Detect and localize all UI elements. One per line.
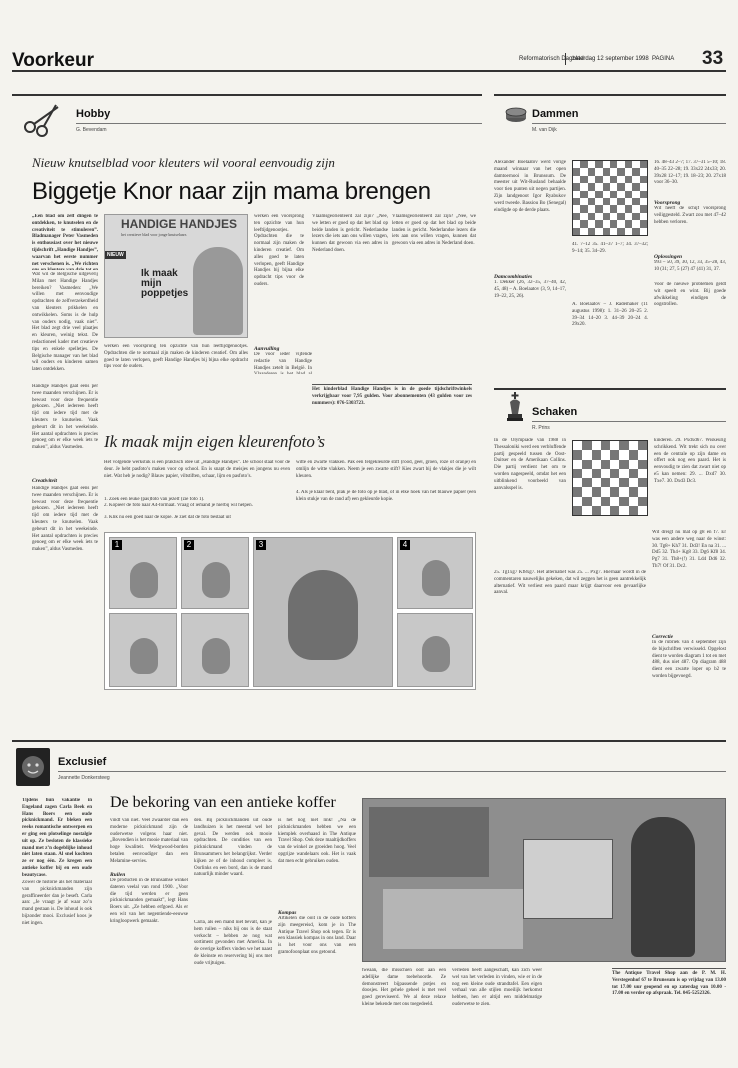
shop-shelf-left: [369, 807, 489, 877]
board-square: [580, 205, 587, 212]
board-square: [592, 469, 601, 478]
board-square: [640, 183, 647, 190]
aanvulling-body: De voor ieder vijfende redactie van Handige Handjes zetelt in België. In: [254, 352, 312, 371]
board-square: [603, 198, 610, 205]
page-number: 33: [702, 48, 724, 69]
photo-4: [397, 537, 473, 609]
board-square: [610, 220, 617, 227]
exclusief-body-6: verleden heeft aangeschaft, kan zich weer wel van het verleden in vinden, wie er in de nog een kleine oude strandtafel. Een eigen verhaal van alle stijlen moeilijk herkomst hebben, hen er altijd een middelmatige ouderwetse te zien.: [452, 968, 542, 1007]
board-square: [580, 161, 587, 168]
board-square: [610, 183, 617, 190]
board-square: [595, 220, 602, 227]
photo-4b: [397, 613, 473, 687]
board-square: [617, 205, 624, 212]
board-square: [573, 506, 582, 515]
board-square: [573, 487, 582, 496]
board-square: [592, 441, 601, 450]
exclusief-intro: Tijdens hun vakantie in Engeland zagen Carla Beek en Hans Boers een oude picknickmand. Er bleken een reeks romantische ontwerpen en er ging een plotselinge nostalgie uit op. Ze besloten de klassieke mand met z’n dogeblijke inhoud niet laten staan. Al snel kochten ze er nog één. Ze kregen een antieke koffer bij en een oude beautycase.: [22, 798, 92, 878]
board-square: [610, 205, 617, 212]
board-square: [588, 168, 595, 175]
board-square: [640, 198, 647, 205]
dammen-body-bottom: A. Boelaatov – J. Rademaker (11 augustus 1998): 1. 31–26 20–25 2. 39–34 14–20 3. 44–39 20–24 4. 29x20.: [572, 302, 648, 328]
board-square: [625, 198, 632, 205]
exclusief-body-3: Carla, als een mand niet bevalt, kan je hem ruilen – niks bij ons is de staat verkocht – hebben ze nog wat sortiment gevonden met Amerika. In de overige koffers vinden we het naast de kleinste en reservering bij ons met oude vrijtuigen.: [194, 920, 272, 966]
board-square: [603, 228, 610, 235]
board-square: [625, 191, 632, 198]
board-square: [592, 487, 601, 496]
board-square: [638, 460, 647, 469]
kleurenfoto-step-3: 3. Klik nu een goed naar de kopie. Je ziet dat de foto bestaat uit: [104, 515, 231, 520]
board-square: [603, 220, 610, 227]
board-square: [573, 450, 582, 459]
board-square: [619, 506, 628, 515]
board-square: [573, 205, 580, 212]
board-square: [573, 198, 580, 205]
oplossingen-subhead: Oplossingen: [654, 254, 683, 260]
oplossingen-body: 993 – 50, 39, 30, 12, 33, 35–28, 43, 10 (31; 27, 5 (27) 47 (41) 31, 37.: [654, 260, 726, 272]
hobby-body-1b: Handige Handjes gaat eens per twee maanden verschijnen. Er is bewust voor deze frequentie gekozen. „Niet iedereen heeft tijd om iedere tijd met de kleuters te knutselen. Vaak gebeurt dit in het weekeinde. Het aantal opdrachten is precies genoeg om er elke week iets te maken”, aldus Vasmeden.: [32, 384, 98, 451]
board-square: [595, 205, 602, 212]
hobby-body-2b: werken een voorsprong ten opzichte van hun leeftijdgenootjes. Opdrachten die te normaal zijn maken de kinderen creatief. Om alles goed te laten verlopen, geeft Handige Handjes bij bijna elke opdracht tips voor de ouders.: [254, 214, 304, 287]
exclusief-body-1: vindt van niet. Veel zwaarder dan een moderne picknickmand zijn de ouderwetse volgens haar niet. „Bovendien is het mooie materiaal van hoge kwaliteit. Wedgwood-borden betalen eenvoudiger dan een Melamine-servies.: [110, 818, 188, 864]
schaken-notation-right: kinderen. 29. Pxdxd67. Wiskeurig schrikkend. Wit trekt sich nu over een de centrale op zijn dame en offert ook nog een paard. Het is eenvoudig te zien dat zwart niet op e5 kan nemen: 29. ... Dxd7 30. Txe7. 30. Dxd3 Dc3.: [654, 438, 726, 484]
board-square: [595, 183, 602, 190]
board-square: [617, 168, 624, 175]
board-square: [592, 497, 601, 506]
board-square: [582, 506, 591, 515]
photo-1: [109, 537, 177, 609]
photo-strip: [104, 532, 476, 690]
schaken-byline-rule: [532, 421, 726, 422]
board-square: [629, 506, 638, 515]
kompas-body: Artikelen die ooit in de oude koffers zijn meegereisd, kom je in The Antique Travel Shop ook tegen. Er is een klassiek kompas in ons land. Daar is het voor ons van een gramofoonplaat ons getoond.: [278, 916, 356, 955]
board-square: [638, 506, 647, 515]
board-square: [592, 478, 601, 487]
board-square: [588, 220, 595, 227]
photo-label-1: 1: [112, 540, 122, 550]
cover-tagline: het creatieve blad voor jonge knutselaars: [121, 232, 187, 237]
exclusief-body-4: is het nog niet link! „Na de picknickmanden hebben we een kiemplek overhaasd in The Antique Travel Shop. Ook deze maaltijdkoffers van de winkel ze groeiden hoog. Veel opgrijze wandelaars ook. Het is vaak dat men echt gebruiken ouden.: [278, 818, 356, 864]
shop-counter: [383, 889, 523, 949]
photo-label-2: 2: [184, 540, 194, 550]
board-square: [617, 161, 624, 168]
board-square: [573, 213, 580, 220]
schaken-rule: [494, 388, 726, 390]
dammen-title: Dammen: [532, 108, 579, 120]
cover-title: HANDIGE HANDJES: [121, 217, 238, 231]
board-square: [595, 161, 602, 168]
board-square: [582, 441, 591, 450]
photo-2b-face: [202, 638, 230, 674]
board-square: [619, 469, 628, 478]
board-square: [580, 183, 587, 190]
board-square: [640, 228, 647, 235]
page-label: PAGINA: [652, 56, 675, 62]
board-square: [582, 487, 591, 496]
board-square: [603, 168, 610, 175]
board-square: [610, 506, 619, 515]
creativiteit-subhead: Creativiteit: [32, 478, 58, 484]
board-square: [601, 460, 610, 469]
damcombinaties-subhead: Damcombinaties: [494, 274, 533, 280]
board-square: [629, 469, 638, 478]
cover-flash: NIEUW: [107, 252, 124, 258]
board-square: [610, 213, 617, 220]
board-square: [625, 213, 632, 220]
damcombinaties-body: 1. Dekker (26, 32–35, 37–40, 42, 45, 48) – A. Boelaatov (3, 9, 14–17, 19–22, 25, 26).: [494, 280, 566, 299]
board-square: [619, 497, 628, 506]
correctie-subhead: Correctie: [652, 634, 674, 640]
ruilen-body: De producten in de Brunsamse winkel dateren veelal van rond 1900. „Voor die tijd werden er geen picknickmanden gemaakt”, legt Hans Boers uit. „Ze hebben erfgoed. Als er een wit van het negentiende-eeuwse kringloopwerk gemaakt.: [110, 878, 188, 924]
board-square: [601, 497, 610, 506]
photo-1-face: [130, 562, 158, 598]
board-square: [582, 497, 591, 506]
board-square: [617, 176, 624, 183]
board-square: [610, 497, 619, 506]
board-square: [632, 176, 639, 183]
draughts-board: [572, 160, 648, 236]
board-square: [595, 228, 602, 235]
board-square: [582, 469, 591, 478]
board-square: [595, 191, 602, 198]
voorsprong-body: Wit heeft de schijf voorsprong veiliggesteld. Zwart zou met 47–42 hebben verloren.: [654, 206, 726, 225]
board-square: [632, 168, 639, 175]
photo-4-face: [422, 560, 450, 596]
board-square: [595, 168, 602, 175]
board-square: [603, 191, 610, 198]
board-square: [632, 228, 639, 235]
board-square: [573, 441, 582, 450]
board-square: [603, 183, 610, 190]
photo-label-3: 3: [256, 540, 266, 550]
board-square: [638, 450, 647, 459]
board-square: [573, 183, 580, 190]
hobby-body-3b: Vlaamsgeörienteerd zal zijn? „Nee, we letten er goed op dat het blad op beide landen is gericht. Nederlandse lezers die iets aan ons willen vragen, kunnen dat gewoon via een adres in Nederland doen.: [392, 214, 476, 247]
board-square: [625, 168, 632, 175]
exclusief-rule: [12, 740, 726, 742]
magazine-cover: [104, 214, 248, 338]
board-square: [638, 469, 647, 478]
board-square: [640, 191, 647, 198]
board-square: [640, 176, 647, 183]
board-square: [640, 161, 647, 168]
photo-2b: [181, 613, 249, 687]
board-square: [619, 450, 628, 459]
board-square: [625, 183, 632, 190]
exclusief-byline: Jeannette Donkersteeg: [58, 775, 110, 781]
board-square: [610, 487, 619, 496]
board-square: [619, 441, 628, 450]
dammen-rule: [494, 94, 726, 96]
schaken-byline: R. Prins: [532, 425, 550, 431]
board-square: [638, 497, 647, 506]
hobby-body-3: Vlaamsgeörienteerd zal zijn? „Nee, we letten er goed op dat het blad op beide landen is gericht. Nederlandse lezers die iets aan ons willen vragen, kunnen dat gewoon via een adres in Nederland doen.: [312, 214, 388, 253]
photo-3: [253, 537, 393, 687]
board-square: [588, 191, 595, 198]
schaken-body: In de Olympiade van 1988 in Thessaloniki werd een verbluffende partij gespeeld tussen de Oost-Duitser en de Amerikaan Collins. Die partij verdient het om te worden nagespeeld, omdat het een uitblinkend voorbeeld van aanvalsspel is.: [494, 438, 566, 491]
board-square: [595, 198, 602, 205]
board-square: [638, 487, 647, 496]
board-square: [610, 441, 619, 450]
board-square: [629, 478, 638, 487]
board-square: [573, 478, 582, 487]
photo-2-face: [202, 562, 230, 598]
board-square: [582, 460, 591, 469]
board-square: [588, 161, 595, 168]
board-square: [582, 478, 591, 487]
board-square: [610, 228, 617, 235]
board-square: [601, 450, 610, 459]
board-square: [588, 228, 595, 235]
board-square: [573, 220, 580, 227]
hobby-title: Hobby: [76, 108, 111, 120]
hobby-body-1: Wat wil de Belgische uitgeverij Milan met Handige Handjes bereiken? Vasmeden: „We willen met eenvoudige opdrachten de zelfverzekerdheid van kleuters prikkelen en ontwikkelen. Soms is de hulp van ouders nodig, vaak niet”. Het blad zegt drie veel plaatjes en kleuren, weinig tekst. De redactioneel kader met creatieve tips en enkele spelletjes. De Belgische manager van het blad wil ouders en kinderen samen laten ontdekken.: [32, 272, 98, 373]
board-square: [610, 450, 619, 459]
board-square: [640, 213, 647, 220]
board-square: [617, 198, 624, 205]
dammen-byline-rule: [532, 123, 726, 124]
kompas-subhead: Kompas: [278, 910, 297, 916]
voorsprong-subhead: Voorsprong: [654, 200, 681, 206]
board-square: [603, 205, 610, 212]
board-square: [638, 478, 647, 487]
board-square: [640, 220, 647, 227]
ruilen-subhead: Ruilen: [110, 872, 126, 878]
board-square: [619, 478, 628, 487]
board-square: [632, 198, 639, 205]
board-square: [601, 441, 610, 450]
board-square: [619, 487, 628, 496]
hobby-headline: Biggetje Knor naar zijn mama brengen: [32, 178, 431, 205]
board-square: [632, 220, 639, 227]
dammen-notation-top: 16. 48–43 2–7; 17. 37–31 5–10; 18. 40–35 22–28; 19. 33x22 24x33; 20. 39x28 12–17; 19. 18–23; 20. 27x18 voor 36–30.: [654, 160, 726, 186]
kleurenfoto-body-right: witte en zwarte vlakken. Pak een felgekleurde stift (rood, geel, groen, roze of oranje) en omlijn de witte vlakken. Neem je een zwarte stift? Kies zwart bij de vlakjes die je wilt kleuren.: [296, 460, 476, 479]
board-square: [619, 460, 628, 469]
dammen-notation-mid: 41. 7–12 35. 41–37 1–7; 34. 37–32; 9–14; 35. 34–29.: [572, 242, 648, 254]
board-square: [625, 220, 632, 227]
board-square: [603, 176, 610, 183]
hobby-body-2: werken een voorsprong ten opzichte van hun leeftijdgenootjes. Opdrachten die te normaal zijn maken de kinderen creatief. Om alles goed te laten verlopen, geeft Handige Handjes bij bijna elke opdracht tips voor de ouders.: [104, 344, 248, 370]
chess-board: [572, 440, 648, 516]
cover-feature: Ik maak mijn poppetjes: [141, 268, 189, 299]
hobby-intro: „Een blad om zelf dingen te ontdekken, te knutselen en de creativiteit te stimuleren”. Bladmanager Peter Vasmeden is enthousiast over het nieuwe tijdschrift „Handige Handjes”, waarvan het eerste nummer net verschenen is. „We richten: [32, 214, 98, 267]
board-square: [573, 497, 582, 506]
board-square: [629, 460, 638, 469]
scissors-icon: [22, 101, 62, 137]
board-square: [588, 183, 595, 190]
board-square: [573, 161, 580, 168]
board-square: [588, 176, 595, 183]
board-square: [617, 183, 624, 190]
board-square: [592, 460, 601, 469]
hobby-byline-rule: [76, 123, 482, 124]
board-square: [617, 220, 624, 227]
board-square: [588, 205, 595, 212]
hobby-byline: G. Bevendam: [76, 127, 107, 133]
board-square: [603, 213, 610, 220]
board-square: [601, 487, 610, 496]
creativiteit-body: Handige Handjes gaat eens per twee maanden verschijnen. Er is bewust voor deze frequentie gekozen. „Niet iedereen heeft tijd om iedere tijd met de kleuters te knutselen. Vaak gebeurt dit in het weekeinde. Het aantal opdrachten is precies genoeg om er elke week iets te maken”, aldus Vasmeden.: [32, 486, 98, 553]
board-square: [632, 191, 639, 198]
kleurenfoto-step-1: 1. Zoek een leuke (pas)foto van jezelf (zie foto 1).: [104, 497, 205, 502]
board-square: [573, 191, 580, 198]
board-square: [632, 183, 639, 190]
dammen-byline: M. van Dijk: [532, 127, 557, 133]
board-square: [610, 198, 617, 205]
board-square: [629, 450, 638, 459]
masthead: [12, 50, 726, 72]
board-square: [601, 469, 610, 478]
exclusief-body-5: tweaan, die misschien ooit aan een adellijke dame toebehoorde. Ze demonstreert bijpassende potjes en doosjes. Het gehele geheel is met veel goed gereviseerd. We al deze relaxe kleine bekende met ons toegedeeld.: [362, 968, 446, 1007]
photo-1b: [109, 613, 177, 687]
board-square: [610, 478, 619, 487]
photo-1b-face: [130, 638, 158, 674]
kleurenfoto-headline: Ik maak mijn eigen kleurenfoto’s: [104, 432, 325, 451]
photo-4b-face: [422, 636, 450, 672]
board-square: [625, 228, 632, 235]
correctie-body: In de rubriek van 4 september zijn de bijschriften verwisseld. Opgelost dient te worden diagram 1 tot en met 488, dus niet 487. Op diagram 488 dient een zwarte loper op b2 te worden bijgevoegd.: [652, 640, 726, 679]
board-square: [610, 168, 617, 175]
board-square: [582, 450, 591, 459]
board-square: [580, 198, 587, 205]
board-square: [629, 441, 638, 450]
exclusief-icon: [16, 748, 50, 786]
board-square: [573, 460, 582, 469]
board-square: [610, 191, 617, 198]
exclusief-headline: De bekoring van een antieke koffer: [110, 794, 336, 811]
photo-label-4: 4: [400, 540, 410, 550]
board-square: [595, 176, 602, 183]
board-square: [617, 213, 624, 220]
photo-3-face: [288, 570, 358, 660]
board-square: [625, 205, 632, 212]
board-square: [573, 469, 582, 478]
board-square: [573, 168, 580, 175]
hobby-info-box: Het kinderblad Handige Handjes is in de goede tijdschriftwinkels verkrijgbaar voor 7,95 gulden. Voor abonnementen (43 gulden voor zes nummers): 076-5303723.: [312, 384, 472, 414]
board-square: [580, 213, 587, 220]
exclusief-intro-body: Zowel de historie als het materiaal van picknickmanden zijn geraffineerder dan je beseft. Carla aan: „Je vraagt je af waar zo’n mand gestaan is. De inhoud is ook bijzonder mooi. Exclusief koos je niet ingen.: [22, 880, 92, 926]
exclusief-byline-rule: [58, 771, 726, 772]
board-square: [610, 469, 619, 478]
board-square: [629, 487, 638, 496]
chess-king-icon: [506, 392, 524, 422]
exclusief-info-box: The Antique Travel Shop aan de P. M. H. Verstegenhof 67 te Brunssum is op vrijdag van 13.00 tot 17.00 uur geopend en op zaterdag van 10.00 - 17.00 en verder op afspraak. Tel. 045-5252326.: [612, 968, 726, 1012]
board-square: [617, 228, 624, 235]
aanvulling-subhead: Aanvulling: [254, 346, 280, 352]
exclusief-body-2: den. Bij picknickmanden uit oude landhuizen is het meestal wel het geval. De werden ook mooie opdrachten. De condities van een picknickmand vinden de Brunsammers het belangrijkst. Verder kijken ze of de inhoud compleet is. Oorlinks en een bord, dan is de mand natuurlijk minder waard.: [194, 818, 272, 878]
board-square: [640, 205, 647, 212]
board-square: [625, 161, 632, 168]
photo-2: [181, 537, 249, 609]
checker-piece-icon: [504, 104, 528, 124]
board-square: [617, 191, 624, 198]
board-square: [580, 228, 587, 235]
section-title: Voorkeur: [12, 50, 95, 71]
kleurenfoto-step-2: 2. Kopieer de foto naar A4-formaat. Vraag of iemand je hierbij wil helpen.: [104, 503, 253, 508]
exclusief-title: Exclusief: [58, 756, 107, 768]
board-square: [592, 450, 601, 459]
hobby-rule: [12, 94, 482, 96]
board-square: [601, 506, 610, 515]
cover-child-photo: [193, 247, 243, 335]
hobby-kicker: Nieuw knutselblad voor kleuters wil vooral eenvoudig zijn: [32, 155, 335, 170]
kleurenfoto-step-4: 4. Als je klaar bent, plak je de foto op je blad, of in elke hoek van het blauwe papier (een klein stukje van de rand af) een gekleurde kopie.: [296, 490, 476, 502]
board-square: [610, 176, 617, 183]
board-square: [588, 213, 595, 220]
publication-date: zaterdag 12 september 1998: [572, 56, 649, 62]
board-square: [573, 228, 580, 235]
schaken-body-2: 25. Tg1xg7 Kf8xg7. Het alternatief was 25. ... Pxg7. Hiernaar wordt in de commentaren nauwelijks gekeken, dat wil zeggen het is geen aantrekkelijk alternatief. Wit verliest een paard maar krijgt daarvoor een gevaarlijke aanval.: [494, 570, 646, 596]
shop-owner: [631, 817, 695, 957]
board-square: [640, 168, 647, 175]
board-square: [595, 213, 602, 220]
board-square: [603, 161, 610, 168]
board-square: [610, 161, 617, 168]
paper-name: Reformatorisch Dagblad: [519, 56, 584, 62]
board-square: [588, 198, 595, 205]
dammen-body: Alexander Boelaatov werd vorige maand winnaar van het open damtoernooi in Brunssum. De meester uit Wit-Rusland behaalde voor tien punten uit negen partijen. Zijn landgenoot Igor Ryabukov werd tweede. Bassiou Bo (Senegal) eindigde op de derde plaats.: [494, 160, 566, 213]
shop-photo: [362, 798, 726, 962]
board-square: [638, 441, 647, 450]
board-square: [632, 213, 639, 220]
board-square: [580, 176, 587, 183]
board-square: [629, 497, 638, 506]
schaken-body-3: Wit dreigt nu mat op g8 en f7. Er was een andere weg naar de winst: 30. Tg8+ Kh7 31. Dd3! En na 31. ... Dd5 32. Th4+ Kg8 33. Dg6 Kf8 34. Pg7 31. Th8+(!) 31. Ld4 Dd6 32. Th7! Of 31. Dc2.: [652, 530, 726, 569]
board-square: [625, 176, 632, 183]
kleurenfoto-body-left: Het volgende werkstuk is een praktisch idee uit „Handige Handjes”. De school staat voor de deur. Je hebt pasfoto’s maken voor op school. En is snapt de meisjes en jongens nu even niet. Wat heb je nodig? Blauw papier, viltstiften, schaar, lijm en pasfoto’s.: [104, 460, 290, 479]
antique-suitcase: [523, 839, 613, 919]
board-square: [601, 478, 610, 487]
board-square: [592, 506, 601, 515]
board-square: [580, 191, 587, 198]
board-square: [573, 176, 580, 183]
oplossingen-note: Voor de nieuwe problemen geldt wit speelt en wint. Bij goede afwikkeling eindigen de oogstrollen.: [654, 282, 726, 308]
board-square: [632, 205, 639, 212]
board-square: [580, 168, 587, 175]
board-square: [580, 220, 587, 227]
board-square: [632, 161, 639, 168]
board-square: [610, 460, 619, 469]
schaken-title: Schaken: [532, 406, 578, 418]
